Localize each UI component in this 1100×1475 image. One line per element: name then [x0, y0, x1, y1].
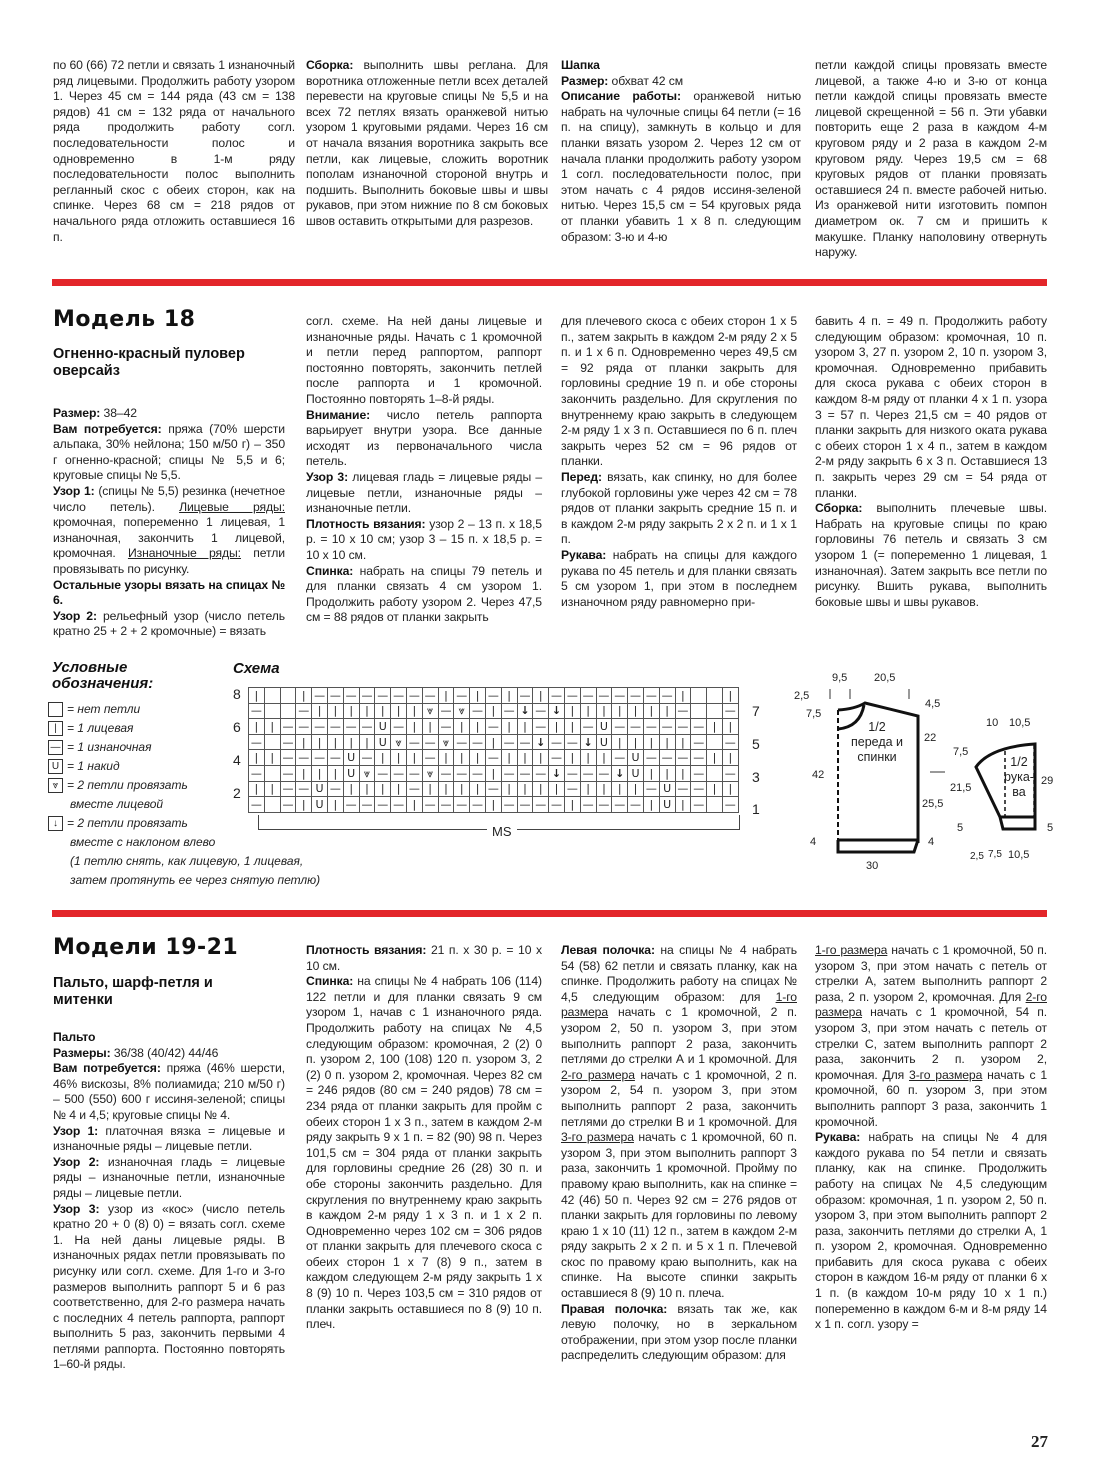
knit-cell: | — [501, 688, 517, 704]
knit-cell: | — [643, 734, 659, 750]
purl-cell: — — [580, 719, 596, 735]
purl-cell: — — [580, 688, 596, 704]
purl-cell: — — [659, 719, 675, 735]
knit-cell: | — [643, 703, 659, 719]
knit-cell: | — [580, 703, 596, 719]
knit-cell: | — [501, 781, 517, 797]
knit-cell: | — [659, 734, 675, 750]
knit-cell: | — [549, 719, 565, 735]
purl-cell: — — [343, 797, 359, 813]
knit-cell: | — [312, 765, 328, 781]
purl-cell: — — [596, 688, 612, 704]
purl-cell: — — [564, 688, 580, 704]
purl-cell: — — [312, 719, 328, 735]
knit-cell: | — [643, 765, 659, 781]
purl-cell: — — [296, 703, 312, 719]
purl-cell: — — [296, 781, 312, 797]
purl-cell: — — [327, 719, 343, 735]
empty-cell — [707, 734, 723, 750]
knit-cell: | — [264, 750, 280, 766]
knit-cell: | — [359, 703, 375, 719]
purl-cell: — — [406, 734, 422, 750]
knit-cell: | — [406, 719, 422, 735]
purl-cell: — — [280, 734, 296, 750]
yarn-over-cell: U — [659, 781, 675, 797]
yarn-over-cell: U — [628, 765, 644, 781]
purl-cell: — — [280, 719, 296, 735]
knit-cell: | — [675, 688, 691, 704]
no-stitch-icon — [48, 702, 63, 717]
model-19-column-3: Левая полочка: на спицы № 4 набрать 54 (58) 62 петли и связать планку, как на спинке. Продолжить работу на спицах № 4,5 следующим образом: для 1-го размера начать с 1 кромочной, 2 п. узором 2, 50 п. узором 3, при этом выполнить раппорт 2 раза, закончить петлями до стрелки А и 1 кромочной. Для 2-го размера начать с 1 кромочной, 2 п. узором 2, 54 п. узором 3, при этом выполнить раппорт 2 раза, закончить петлями до стрелки В и 1 кромочной. Для 3-го размера начать с 1 кромочной, 60 п. узором 3, при этом выполнить раппорт 3 раза, закончить 1 кромочной. Пройму по правому краю выполнить, как на спинке = 42 (46) 50 п. Через 92 см = 276 рядов от планки закрыть для горловины по левому краю 1 х 10 (11) 12 п., затем в каждом 2-м ряду закрыть 2 х 2 п. и 5 х 1 п. Плечевой скос по правому краю выполнить, как на спинке. На высоте спинки закрыть оставшиеся 8 (9) 10 п. плеча. Правая полочка: вязать так же, как левую полочку, но в зеркальном отображении, при этом узор после планки распределить следующим образом: для — [561, 943, 798, 1363]
knit-cell: | — [628, 703, 644, 719]
top-column-3: Шапка Размер: обхват 42 см Описание работы: оранжевой нитью набрать на чулочные спицы 64 петли (= 16 п. на спицу), замкнуть в кольцо и для планки вязать узором 2. Через 12 см от начала планки продолжить работу узором 1 согл. последовательности полос, при этом начать с 4 рядов иссиня-зеленой нитью. Через 15,5 см = 54 круговых ряда от планки убавить 1 х 8 п. следующим образом: 3-ю и 4-ю — [561, 58, 801, 244]
knit-cell: | — [628, 734, 644, 750]
chart-row — [249, 703, 739, 719]
knit-cell: | — [406, 750, 422, 766]
purl-cell: — — [422, 688, 438, 704]
purl-cell: — — [612, 797, 628, 813]
knit-cell: | — [564, 703, 580, 719]
purl-cell: — — [659, 688, 675, 704]
purl-cell: — — [643, 719, 659, 735]
knit-cell: | — [707, 750, 723, 766]
purl-cell: — — [249, 703, 265, 719]
knit-cell: | — [612, 734, 628, 750]
model-18-column-3: для плечевого скоса с обеих сторон 1 х 5 п., затем закрыть в каждом 2-м ряду 2 х 5 п. и 1 х 6 п. Одновременно через 49,5 см = 92 ряда от планки закрыть для горловины средние 19 п. и обе стороны закончить раздельно. Для скругления по внутреннему краю закрыть в следующем 2-м ряду 1 х 3 п. Оставшиеся по 6 п. плеч закрыть через 52 см = 96 рядов от планки. Перед: вязать, как спинку, но для более глубокой горловины уже через 42 см = 78 рядов от планки закрыть средние 15 п. и в каждом 2-м ряду закрыть 2 х 2 п. и 1 х 1 п. Рукава: набрать на спицы для каждого рукава по 45 петель и для планки связать 5 см узором 1, при этом в последнем изнаночном ряду равномерно при- — [561, 314, 797, 609]
purl-cell: — — [485, 719, 501, 735]
yarn-over-cell: U — [343, 750, 359, 766]
purl-cell: — — [643, 781, 659, 797]
yarn-over-cell: U — [375, 734, 391, 750]
knit-cell: | — [580, 781, 596, 797]
knit-cell: | — [249, 688, 265, 704]
knit-cell: | — [375, 781, 391, 797]
purl-cell: — — [454, 734, 470, 750]
purl-cell: — — [533, 797, 549, 813]
purl-cell: — — [391, 688, 407, 704]
yarn-over-cell: U — [659, 797, 675, 813]
chart-row — [249, 781, 739, 797]
purl-cell: — — [343, 719, 359, 735]
model-18-column-1: Размер: 38–42 Вам потребуется: пряжа (70% шерсти альпака, 30% нейлона; 150 м/50 г) – 350 г огненно-красной; спицы № 5,5 и 6; круговые спицы № 5,5. Узор 1: (спицы № 5,5) резинка (нечетное число петель). Лицевые ряды: кромочная, попеременно 1 лицевая, 1 изнаночная, закончить 1 лицевой, кромочная. Изнаночные ряды: петли провязывать по рисунку. Остальные узоры вязать на спицах № 6. Узор 2: рельефный узор (число петель кратно 25 + 2 + 2 кромочные) = вязать — [53, 406, 286, 639]
knit-cell: | — [422, 781, 438, 797]
knit-cell: | — [596, 781, 612, 797]
knit-cell: | — [722, 781, 738, 797]
knit-cell: | — [517, 781, 533, 797]
knit-cell: | — [612, 781, 628, 797]
chart-row — [249, 734, 739, 750]
purl-cell: — — [296, 719, 312, 735]
knit-cell: | — [596, 703, 612, 719]
knit-cell: | — [675, 765, 691, 781]
purl-cell: — — [659, 750, 675, 766]
knit-cell: | — [406, 797, 422, 813]
knit-cell: | — [501, 750, 517, 766]
ssk-cell: ↓ — [533, 734, 549, 750]
purl-cell: — — [422, 797, 438, 813]
purl-cell: — — [675, 781, 691, 797]
knit-cell: | — [596, 750, 612, 766]
purl-cell: — — [722, 703, 738, 719]
knit-cell: | — [454, 750, 470, 766]
purl-cell: — — [722, 734, 738, 750]
purl-cell: — — [675, 703, 691, 719]
empty-cell — [691, 703, 707, 719]
knit-cell: | — [722, 688, 738, 704]
purl-cell: — — [327, 750, 343, 766]
knit-cell: | — [438, 781, 454, 797]
knit-cell: | — [327, 703, 343, 719]
knit-cell: | — [612, 703, 628, 719]
purl-cell: — — [296, 750, 312, 766]
knit-cell: | — [422, 719, 438, 735]
purl-cell: — — [454, 765, 470, 781]
knit-cell: | — [707, 781, 723, 797]
purl-cell: — — [406, 688, 422, 704]
knit-cell: | — [470, 688, 486, 704]
purl-cell: — — [391, 765, 407, 781]
knit-cell: | — [391, 750, 407, 766]
knit-cell: | — [327, 734, 343, 750]
knit-cell: | — [343, 703, 359, 719]
knit-cell: | — [485, 765, 501, 781]
purl-cell: — — [564, 781, 580, 797]
purl-cell: — — [533, 719, 549, 735]
knit-cell: | — [327, 765, 343, 781]
purl-cell: — — [691, 734, 707, 750]
empty-cell — [280, 688, 296, 704]
purl-cell: — — [501, 797, 517, 813]
knit-cell: | — [296, 797, 312, 813]
purl-cell: — — [359, 750, 375, 766]
purl-stitch-icon: — — [48, 740, 63, 755]
legend: = нет петли | = 1 лицевая — = 1 изнаночная U = 1 накид ⩔ = 2 петли провязать вместе лицевой ↓ = 2 петли провязать вместе с наклоном влево (1 петлю снять, как лицевую, 1 лицевая, затем протянуть ее через снятую петлю) — [48, 700, 320, 890]
purl-cell: — — [643, 750, 659, 766]
purl-cell: — — [691, 750, 707, 766]
purl-cell: — — [533, 765, 549, 781]
knit-cell: | — [707, 719, 723, 735]
knit-cell: | — [312, 703, 328, 719]
knit-cell: | — [249, 719, 265, 735]
purl-cell: — — [580, 765, 596, 781]
purl-cell: — — [691, 719, 707, 735]
chart-row — [249, 797, 739, 813]
top-column-1: по 60 (66) 72 петли и связать 1 изнаночный ряд лицевыми. Продолжить работу узором 1. Через 45 см = 144 ряда (43 см = 138 рядов) 41 см = 132 ряда от начального ряда продолжить работу согл. последовательности полос и одновременно в 1-м ряду последовательности полос выполнить регланный скос с обеих сторон, как на спинке. Через 68 см = 218 рядов от начального ряда отложить оставшиеся 16 п. — [53, 58, 295, 244]
purl-cell: — — [280, 797, 296, 813]
empty-cell — [707, 688, 723, 704]
empty-cell — [264, 688, 280, 704]
purl-cell: — — [628, 719, 644, 735]
chart-row — [249, 765, 739, 781]
purl-cell: — — [312, 688, 328, 704]
model-18-column-4: бавить 4 п. = 49 п. Продолжить работу следующим образом: кромочная, 10 п. узором 3, 27 п. узором 2, 10 п. узором 3, кромочная. Одновременно прибавить для скоса рукава с обеих сторон в каждом 8-м ряду от планки 4 х 1 п. узора 3 = 57 п. Через 21,5 см = 40 рядов от планки закрыть для низкого оката рукава с обеих сторон 1 х 4 п., затем в каждом 2-м ряду закрыть 6 х 3 п. Оставшиеся 13 п. закрыть через 29 см = 54 ряда от планки. Сборка: выполнить плечевые швы. Набрать на круговые спицы по краю горловины 76 петель и связать 3 см узором 1 (= попеременно 1 лицевая, 1 изнаночная). Затем закрыть все петли по рисунку. Вшить рукава, выполнить боковые швы и швы рукавов. — [815, 314, 1047, 609]
model-19-column-4: 1-го размера начать с 1 кромочной, 50 п. узором 3, при этом начать с петель от стрелки А, затем выполнить раппорт 2 раза, 2 п. узором 2, кромочная. Для 2-го размера начать с 1 кромочной, 54 п. узором 3, при этом начать с петель от стрелки С, затем выполнить раппорт 2 раза, закончить 2 п. узором 2, кромочная. Для 3-го размера начать с 1 кромочной, 60 п. узором 3, при этом выполнить раппорт 3 раза, закончить 1 кромочной. Рукава: набрать на спицы № 4 для каждого рукава по 54 петли и связать планку, как на спинке. Продолжить работу на спицах № 4,5 следующим образом: кромочная, 1 п. узором 2, 50 п. узором 3, при этом выполнить раппорт 2 раза, закончить петлями до стрелки А, 1 п. узором 2, кромочная. Одновременно прибавить для скоса рукава с обеих сторон в каждом 16-м ряду от планки 6 х 1 п. (в каждом 10-м ряду 10 х 1 п.) попеременно в каждом 6-м и 8-м ряду 14 х 1 п. согл. узору = — [815, 943, 1047, 1332]
knit-cell: | — [359, 734, 375, 750]
knit-cell: | — [470, 719, 486, 735]
section-divider — [52, 910, 1047, 917]
model-18-column-2: согл. схеме. На ней даны лицевые и изнаночные ряды. Начать с 1 кромочной и петли перед раппортом, раппорт постоянно повторять, закончить петлей после раппорта и 1 кромочной. Постоянно повторять 1–8-й ряды. Внимание: число петель раппорта варьирует внутри узора. Все данные исходят из первоначального числа петель. Узор 3: лицевая гладь = лицевые ряды – лицевые петли, изнаночные ряды – изнаночные петли. Плотность вязания: узор 2 – 13 п. х 18,5 р. = 10 х 10 см; узор 3 – 15 п. х 18,5 р. = 10 х 10 см. Спинка: набрать на спицы 79 петель и для планки связать 4 см узором 1. Продолжить работу узором 2. Через 47,5 см = 88 рядов от планки закрыть — [306, 314, 543, 625]
knit-cell: | — [470, 781, 486, 797]
knit-cell: | — [264, 719, 280, 735]
knit-cell: | — [675, 797, 691, 813]
knit-cell: | — [375, 750, 391, 766]
purl-cell: — — [327, 781, 343, 797]
ssk-cell: ↓ — [549, 765, 565, 781]
purl-cell: — — [249, 734, 265, 750]
knit-cell: | — [485, 797, 501, 813]
empty-cell — [280, 703, 296, 719]
knit-cell: | — [343, 781, 359, 797]
knit-cell: | — [391, 703, 407, 719]
purl-cell: — — [470, 703, 486, 719]
purl-cell: — — [549, 734, 565, 750]
purl-cell: — — [391, 719, 407, 735]
purl-cell: — — [722, 765, 738, 781]
purl-cell: — — [280, 781, 296, 797]
yarn-over-cell: U — [596, 734, 612, 750]
empty-cell — [264, 734, 280, 750]
purl-cell: — — [343, 688, 359, 704]
purl-cell: — — [517, 765, 533, 781]
purl-cell: — — [549, 797, 565, 813]
purl-cell: — — [643, 688, 659, 704]
model-19-column-2: Плотность вязания: 21 п. х 30 р. = 10 х 10 см. Спинка: на спицы № 4 набрать 106 (114) 122 петли и для планки связать 9 см узором 1, начав с 1 изнаночного ряда. Продолжить работу на спицах № 4,5 следующим образом: кромочная, 2 (2) 0 п. узором 2, 100 (108) 120 п. узором 3, 2 (2) 0 п. узором 2, кромочная. Через 82 см = 246 рядов (80 см = 240 рядов) 78 см = 234 ряда от планки закрыть для пройм с обеих сторон 1 х 3 п., затем в каждом 2-м ряду закрыть 9 х 1 п. = 82 (90) 98 п. Через 101,5 см = 304 ряда от планки закрыть для горловины средние 26 (28) 30 п. и обе стороны закончить раздельно. Для скругления по внутреннему краю закрыть в каждом 2-м ряду 1 х 3 п. и 1 х 2 п. Одновременно через 102 см = 306 рядов от планки закрыть для плечевого скоса с обеих сторон 1 х 7 (8) 9 п., затем в каждом следующем 2-м ряду закрыть 1 х 8 (9) 10 п. Через 103,5 см = 310 рядов от планки закрыть оставшиеся по 8 (9) 10 п. плеч. — [306, 943, 542, 1332]
purl-cell: — — [280, 765, 296, 781]
knit-cell: | — [533, 781, 549, 797]
purl-cell: — — [580, 797, 596, 813]
purl-cell: — — [438, 765, 454, 781]
purl-cell: — — [628, 688, 644, 704]
knit-cell: | — [501, 719, 517, 735]
purl-cell: — — [470, 797, 486, 813]
knit-cell: | — [722, 719, 738, 735]
yarn-over-cell: U — [628, 750, 644, 766]
knit-cell: | — [454, 781, 470, 797]
empty-cell — [707, 797, 723, 813]
purl-cell: — — [359, 719, 375, 735]
knit-stitch-icon: | — [48, 721, 63, 736]
purl-cell: — — [438, 719, 454, 735]
knit-cell: | — [249, 750, 265, 766]
purl-cell: — — [612, 688, 628, 704]
purl-cell: — — [375, 797, 391, 813]
purl-cell: — — [675, 719, 691, 735]
purl-cell: — — [391, 797, 407, 813]
purl-cell: — — [454, 797, 470, 813]
purl-cell: — — [375, 688, 391, 704]
knit-cell: | — [296, 734, 312, 750]
knit-cell: | — [643, 797, 659, 813]
purl-cell: — — [501, 765, 517, 781]
knitting-chart — [248, 687, 739, 813]
purl-cell: — — [517, 797, 533, 813]
purl-cell: — — [470, 765, 486, 781]
purl-cell: — — [517, 688, 533, 704]
k2tog-cell: ⩔ — [422, 703, 438, 719]
knit-cell: | — [359, 781, 375, 797]
purl-cell: — — [691, 797, 707, 813]
knit-cell: | — [485, 734, 501, 750]
knit-cell: | — [564, 719, 580, 735]
k2tog-cell: ⩔ — [391, 734, 407, 750]
purl-cell: — — [596, 765, 612, 781]
repeat-label: MS — [487, 824, 517, 839]
knit-cell: | — [580, 750, 596, 766]
empty-cell — [691, 688, 707, 704]
purl-cell: — — [675, 750, 691, 766]
purl-cell: — — [312, 750, 328, 766]
purl-cell: — — [628, 797, 644, 813]
purl-cell: — — [691, 765, 707, 781]
ssk-cell: ↓ — [580, 734, 596, 750]
knit-cell: | — [264, 781, 280, 797]
knit-cell: | — [564, 750, 580, 766]
knit-cell: | — [249, 781, 265, 797]
purl-cell: — — [422, 734, 438, 750]
knit-cell: | — [659, 703, 675, 719]
yarn-over-cell: U — [343, 765, 359, 781]
ssk-cell: ↓ — [549, 703, 565, 719]
top-column-2: Сборка: выполнить швы реглана. Для воротника отложенные петли всех деталей перевести на круговые спицы № 5,5 и на всех 72 петлях вязать оранжевой нитью узором 1 круговыми рядами. Через 16 см от начала вязания воротника закрыть все петли, как лицевые, сложить воротник пополам изнаночной стороной внутрь и подшить. Выполнить боковые швы и швы рукавов, при этом нижние по 8 см боковых швов оставить открытыми для разрезов. — [306, 58, 548, 228]
purl-cell: — — [485, 781, 501, 797]
knit-cell: | — [327, 797, 343, 813]
yarn-over-cell: U — [375, 719, 391, 735]
model-19-column-1: Пальто Размеры: 36/38 (40/42) 44/46 Вам потребуется: пряжа (46% шерсти, 46% вискозы, 8% полиамида; 210 м/50 г) – 500 (550) 600 г иссиня-зеленой; спицы № 4 и 4,5; круговые спицы № 4. Узор 1: платочная вязка = лицевые и изнаночные ряды – лицевые петли. Узор 2: изнаночная гладь = лицевые ряды – изнаночные петли, изнаночные ряды – лицевые петли. Узор 3: узор из «кос» (число петель кратно 20 + 0 (8) 0) = вязать согл. схеме 1. На ней даны лицевые ряды. В изнаночных рядах петли провязывать по рисунку или согл. схеме. Для 1-го и 3-го размеров выполнить раппорт 5 и 6 раз соответственно, для 2-го размера начать с последних 4 петель раппорта, раппорт выполнить 5 раз, закончить первыми 4 петлями раппорта. Постоянно повторять 1–60-й ряды. — [53, 1030, 285, 1372]
empty-cell — [264, 797, 280, 813]
purl-cell: — — [564, 765, 580, 781]
k2tog-cell: ⩔ — [454, 703, 470, 719]
purl-cell: — — [406, 781, 422, 797]
knit-cell: | — [454, 719, 470, 735]
purl-cell: — — [359, 797, 375, 813]
purl-cell: — — [612, 750, 628, 766]
knit-cell: | — [375, 703, 391, 719]
legend-heading: Условные обозначения: — [52, 659, 154, 692]
knit-cell: | — [659, 765, 675, 781]
model-19-21-subtitle: Пальто, шарф-петля и митенки — [53, 975, 213, 1008]
top-column-4: петли каждой спицы провязать вместе лицевой, а также 4-ю и 3-ю от конца петли каждой спицы провязать вместе лицевой скрещенной = 56 п. Эти убавки повторить еще 2 раза в каждом 4-м круговом ряду и 2 раза в каждом 2-м круговом ряду. Через 19,5 см = 68 круговых рядов от планки провязать оставшиеся 24 п. вместе рабочей нитью. Из оранжевой нити изготовить помпон диаметром ок. 7 см и пришить к макушке. Планку наполовину отвернуть наружу. — [815, 58, 1047, 260]
knit-cell: | — [485, 703, 501, 719]
knit-cell: | — [312, 734, 328, 750]
model-19-21-title: Модели 19-21 — [53, 935, 239, 960]
knit-cell: | — [296, 765, 312, 781]
k2tog-cell: ⩔ — [438, 734, 454, 750]
purl-cell: — — [375, 765, 391, 781]
knit-cell: | — [722, 750, 738, 766]
schema-heading: Схема — [233, 660, 280, 677]
purl-cell: — — [501, 703, 517, 719]
purl-cell: — — [533, 703, 549, 719]
ssk-arrow-icon: ↓ — [48, 816, 63, 831]
knit-cell: | — [517, 750, 533, 766]
purl-cell: — — [722, 797, 738, 813]
knit-cell: | — [438, 688, 454, 704]
knit-cell: | — [470, 750, 486, 766]
purl-cell: — — [517, 734, 533, 750]
purl-cell: — — [691, 781, 707, 797]
purl-cell: — — [564, 734, 580, 750]
purl-cell: — — [359, 688, 375, 704]
knit-cell: | — [533, 750, 549, 766]
yarn-over-cell: U — [312, 781, 328, 797]
purl-cell: — — [438, 703, 454, 719]
purl-cell: — — [249, 765, 265, 781]
model-18-subtitle: Огненно-красный пуловер оверсайз — [53, 346, 245, 379]
yarn-over-icon: U — [48, 759, 63, 774]
purl-cell: — — [485, 688, 501, 704]
section-divider — [52, 279, 1047, 286]
ssk-cell: ↓ — [517, 703, 533, 719]
page-number: 27 — [1031, 1432, 1048, 1451]
model-18-title: Модель 18 — [53, 307, 196, 332]
purl-cell: — — [454, 688, 470, 704]
k2tog-icon: ⩔ — [48, 778, 63, 793]
knit-cell: | — [533, 688, 549, 704]
k2tog-cell: ⩔ — [422, 765, 438, 781]
hat-heading: Шапка — [561, 58, 600, 72]
sleeve-piece-label: 1/2 рука- ва — [1004, 755, 1034, 799]
purl-cell: — — [327, 688, 343, 704]
empty-cell — [707, 765, 723, 781]
knit-cell: | — [675, 734, 691, 750]
body-piece-label: 1/2 переда и спинки — [850, 720, 904, 764]
purl-cell: — — [549, 750, 565, 766]
knit-cell: | — [406, 703, 422, 719]
purl-cell: — — [596, 797, 612, 813]
purl-cell: — — [406, 765, 422, 781]
knit-cell: | — [517, 719, 533, 735]
purl-cell: — — [612, 719, 628, 735]
knit-cell: | — [628, 781, 644, 797]
yarn-over-cell: U — [596, 719, 612, 735]
knit-cell: | — [549, 781, 565, 797]
purl-cell: — — [438, 797, 454, 813]
knit-cell: | — [438, 750, 454, 766]
purl-cell: — — [485, 750, 501, 766]
chart-row — [249, 719, 739, 735]
knit-cell: | — [564, 797, 580, 813]
purl-cell: — — [549, 688, 565, 704]
knit-cell: | — [391, 781, 407, 797]
empty-cell — [264, 765, 280, 781]
purl-cell: — — [470, 734, 486, 750]
yarn-over-cell: U — [312, 797, 328, 813]
chart-row — [249, 750, 739, 766]
knit-cell: | — [343, 734, 359, 750]
empty-cell — [707, 703, 723, 719]
purl-cell: — — [422, 750, 438, 766]
purl-cell: — — [280, 750, 296, 766]
knit-cell: | — [296, 688, 312, 704]
ssk-cell: ↓ — [612, 765, 628, 781]
empty-cell — [264, 703, 280, 719]
chart-row — [249, 688, 739, 704]
purl-cell: — — [501, 734, 517, 750]
k2tog-cell: ⩔ — [359, 765, 375, 781]
purl-cell: — — [249, 797, 265, 813]
